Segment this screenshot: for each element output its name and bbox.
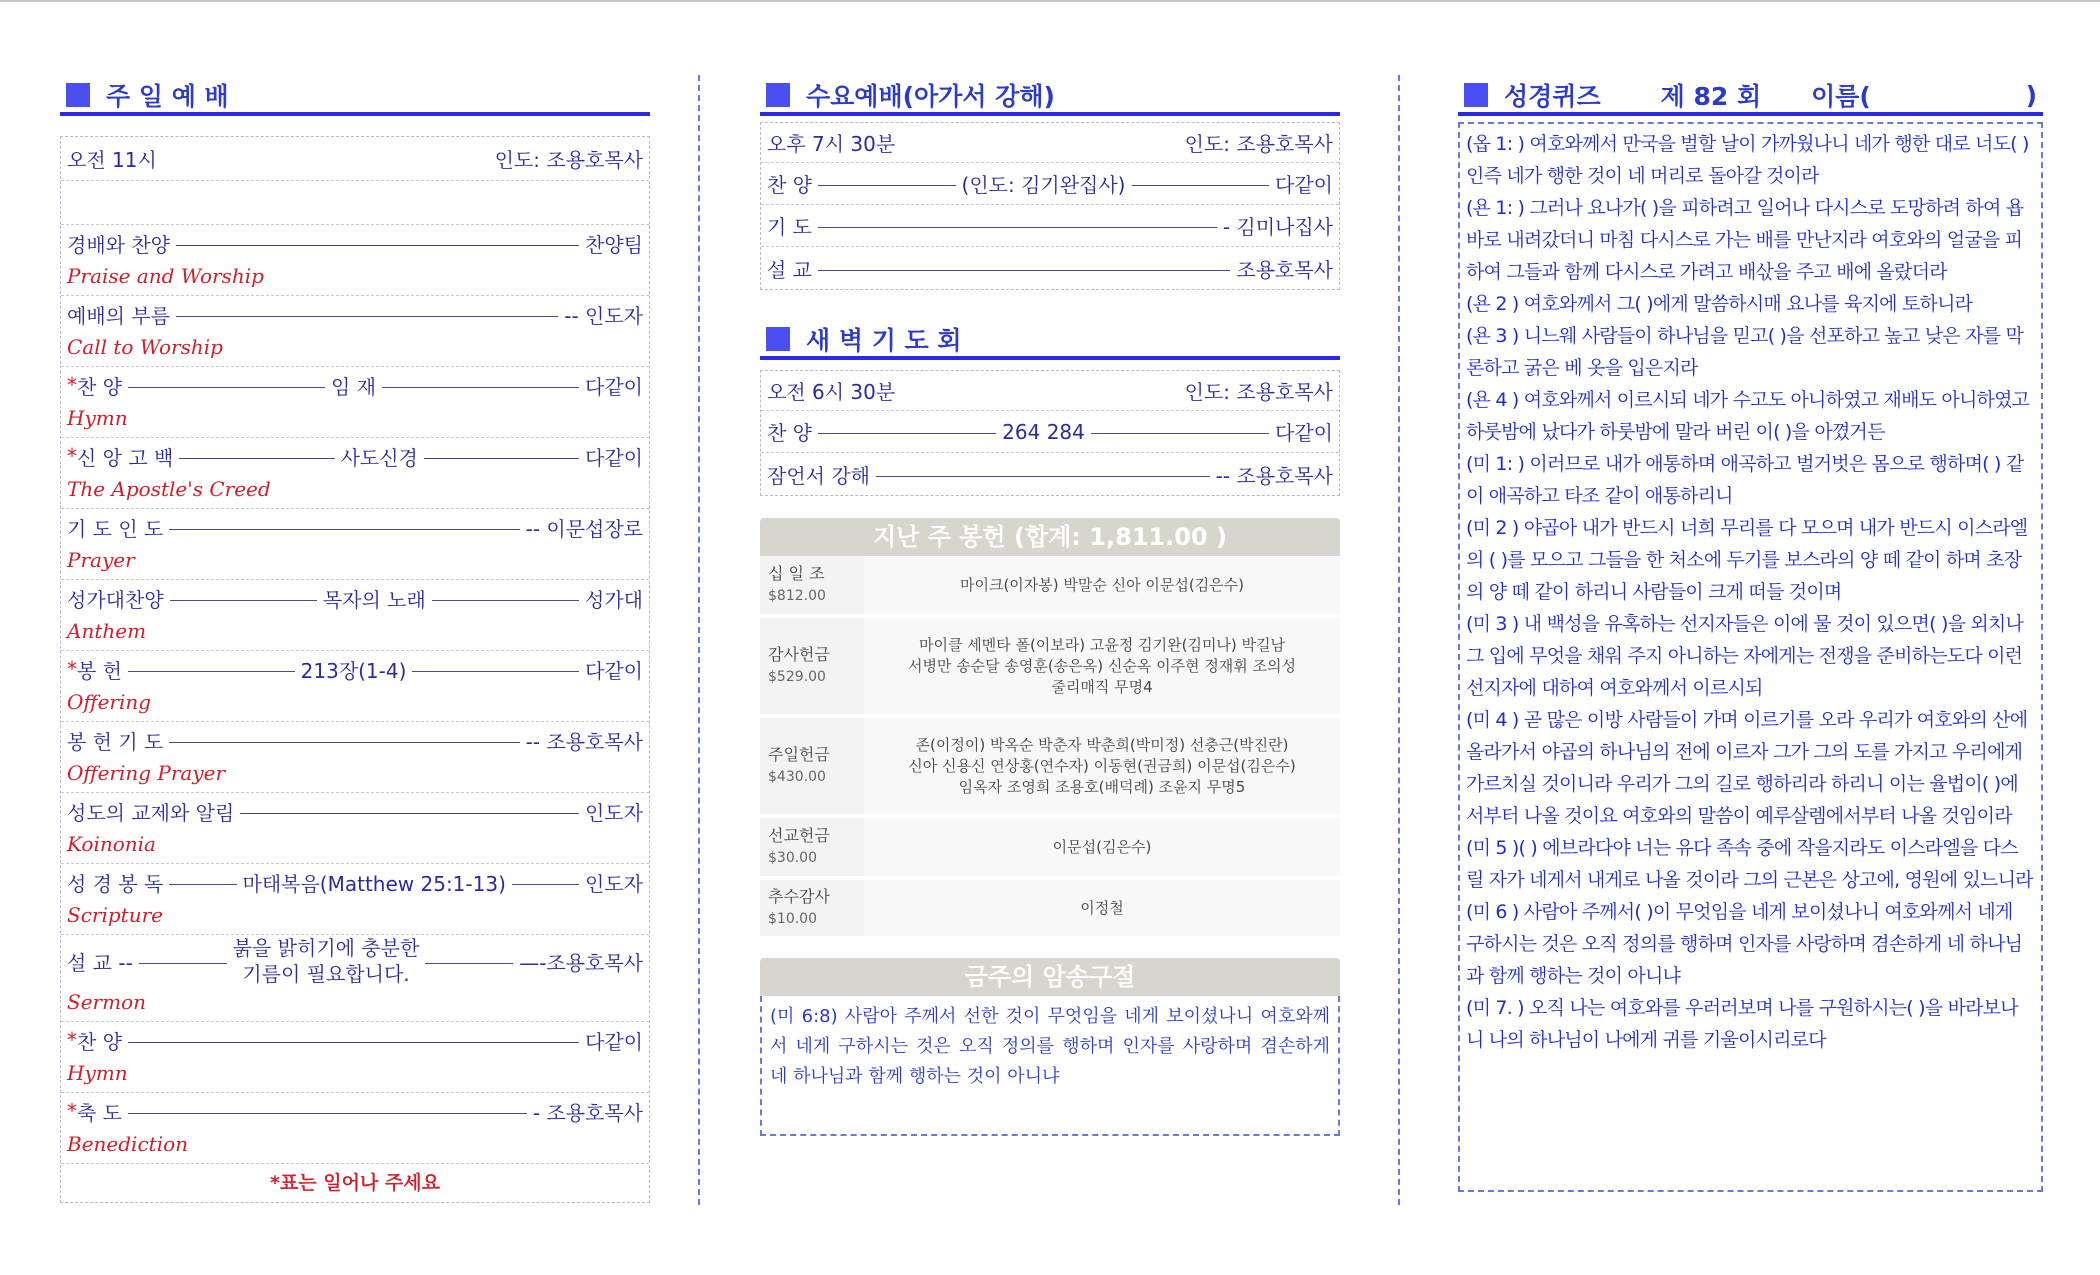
- wednesday-header: [760, 80, 1340, 116]
- dawn-box: [760, 370, 1340, 496]
- offering-amount: $10.00: [768, 911, 817, 927]
- offering-amount: $812.00: [768, 588, 826, 604]
- sunday-items-list: [61, 225, 649, 1164]
- english-label: Sermon: [67, 990, 146, 1014]
- quiz-box: [1458, 122, 2043, 1192]
- english-label: Praise and Worship: [67, 264, 264, 288]
- order-responsible: 다같이: [1275, 173, 1334, 197]
- wednesday-row: [761, 163, 1339, 205]
- sunday-worship-column: [60, 80, 650, 1203]
- order-detail: 264 284: [1002, 419, 1085, 444]
- worship-order-item: [61, 296, 649, 367]
- wednesday-title: 수요예배(아가서 강해): [806, 82, 1055, 111]
- english-label: Anthem: [67, 619, 147, 643]
- order-label: 찬 양: [77, 374, 122, 399]
- leader-line: [818, 433, 996, 434]
- order-responsible: -- 조용호목사: [1215, 463, 1333, 488]
- offering-names: 이정철: [864, 880, 1340, 940]
- order-detail: 임 재: [331, 374, 377, 399]
- stand-marker: *: [67, 657, 77, 681]
- column-divider: [1398, 75, 1400, 1205]
- leader-line: [818, 227, 1217, 228]
- order-responsible: -- 조용호목사: [525, 729, 643, 754]
- memory-verse-section: [760, 958, 1340, 1136]
- worship-order-item: [61, 793, 649, 864]
- dawn-time: 오전 6시 30분: [767, 380, 896, 404]
- offering-names: 존(이정이) 박옥순 박춘자 박춘희(박미정) 선충근(박진란) 신아 신용신 연상홍(연수자) 이동현(권금희) 이문섭(김은수) 임옥자 조영희 조용호(배덕례) 조윤지 무명5: [864, 718, 1340, 818]
- order-label: 경배와 찬양: [67, 232, 170, 257]
- leader-line: [412, 671, 579, 672]
- worship-order-row: [61, 225, 649, 261]
- worship-order-item: [61, 864, 649, 935]
- sunday-title: 주 일 예 배: [106, 82, 229, 111]
- worship-order-item: [61, 225, 649, 296]
- offering-row: [760, 556, 1340, 618]
- sunday-header: [60, 80, 650, 116]
- leader-line: [432, 600, 579, 601]
- leader-line: [818, 270, 1230, 271]
- order-responsible: 성가대: [585, 587, 644, 612]
- dawn-title: 새 벽 기 도 회: [806, 326, 962, 355]
- order-detail: 목자의 노래: [322, 587, 426, 612]
- square-bullet-icon: [1464, 83, 1488, 107]
- sunday-order-box: [60, 136, 650, 1203]
- worship-order-item: [61, 1093, 649, 1164]
- worship-order-row: [61, 367, 649, 403]
- order-responsible: 인도자: [585, 800, 643, 825]
- offering-row: [760, 880, 1340, 940]
- order-responsible: —-조용호목사: [519, 950, 644, 975]
- quiz-question: (미 7. ) 오직 나는 여호와를 우러러보며 나를 구원하시는( )을 바라보나니 나의 하나님이 나에게 귀를 기울이시리로다: [1466, 997, 2018, 1051]
- sunday-time: 오전 11시: [67, 148, 157, 172]
- english-label: The Apostle's Creed: [67, 477, 271, 501]
- leader-line: [176, 245, 579, 246]
- wednesday-time: 오후 7시 30분: [767, 132, 896, 156]
- worship-order-row: [61, 722, 649, 758]
- wednesday-box: [760, 122, 1340, 290]
- english-label: Offering Prayer: [67, 761, 226, 785]
- offering-row: [760, 618, 1340, 718]
- quiz-question: (옵 1: ) 여호와께서 만국을 벌할 날이 가까웠나니 네가 행한 대로 너도( ) 인즉 네가 행한 것이 네 머리로 돌아갈 것이라: [1466, 133, 2029, 187]
- memory-verse-text: (미 6:8) 사람아 주께서 선한 것이 무엇임을 네게 보이셨나니 여호와께서 네게 구하시는 것은 오직 정의를 행하며 인자를 사랑하며 겸손하게 네 하나님과 함께 행하는 것이 아니냐: [760, 996, 1340, 1136]
- square-bullet-icon: [766, 327, 790, 351]
- quiz-question: (욘 1: ) 그러나 요나가( )을 피하려고 일어나 다시스로 도망하려 하여 욥바로 내려갔더니 마침 다시스로 가는 배를 만난지라 여호와의 얼굴을 피하여 그들과 함께 다시스로 가려고 배삯을 주고 배에 올랐더라: [1466, 197, 2024, 283]
- quiz-question: (미 6 ) 사람아 주께서( )이 무엇임을 네게 보이셨나니 여호와께서 네게 구하시는 것은 오직 정의를 행하며 인자를 사랑하며 겸손하게 네 하나님과 함께 행하는 것이 아니냐: [1466, 901, 2023, 987]
- wednesday-time-row: [761, 123, 1339, 163]
- order-responsible: 찬양팀: [585, 232, 643, 257]
- worship-order-item: [61, 438, 649, 509]
- order-responsible: 다같이: [585, 445, 644, 470]
- order-label: 성가대찬양: [67, 587, 164, 612]
- leader-line: [425, 963, 513, 964]
- stand-marker: *: [67, 373, 77, 397]
- worship-order-item: [61, 367, 649, 438]
- dawn-row: [761, 453, 1339, 495]
- worship-order-row: [61, 793, 649, 829]
- quiz-question: (미 4 ) 곧 많은 이방 사람들이 가며 이르기를 오라 우리가 여호와의 산에 올라가서 야곱의 하나님의 전에 이르자 그가 그의 도를 가지고 우리에게 가르치실 것이니라 우리가 그의 길로 행하리라 하리니 이는 율법이( )에서부터 나올 것이요 여호와의 말씀이 예루살렘에서부터 나올 것임이라: [1466, 709, 2028, 827]
- order-label: 찬 양: [767, 421, 812, 445]
- worship-order-item: [61, 509, 649, 580]
- worship-order-item: [61, 580, 649, 651]
- offering-amount: $529.00: [768, 669, 826, 685]
- worship-order-row: [61, 580, 649, 616]
- leader-line: [240, 813, 579, 814]
- standing-note: *표는 일어나 주세요: [270, 1172, 440, 1194]
- bible-quiz-column: [1458, 80, 2043, 1192]
- quiz-question: (욘 4 ) 여호와께서 이르시되 네가 수고도 아니하였고 재배도 아니하였고 하룻밤에 났다가 하룻밤에 말라 버린 이( )을 아꼈거든: [1466, 389, 2030, 443]
- english-label: Koinonia: [67, 832, 156, 856]
- dawn-header: [760, 324, 1340, 360]
- english-label: Scripture: [67, 903, 163, 927]
- offering-category: 십 일 조: [768, 564, 825, 583]
- quiz-question: (미 1: ) 이러므로 내가 애통하며 애곡하고 벌거벗은 몸으로 행하며( ) 같이 애곡하고 타조 같이 애통하리니: [1466, 453, 2024, 507]
- order-label: 설 교 --: [67, 950, 133, 975]
- offering-row: [760, 818, 1340, 880]
- order-detail: 마태복음(Matthew 25:1-13): [242, 871, 506, 896]
- quiz-title: 성경퀴즈: [1504, 82, 1601, 111]
- offering-title: 지난 주 봉헌 (합계: 1,811.00 ): [760, 518, 1340, 556]
- wednesday-leader: 인도: 조용호목사: [1184, 132, 1333, 156]
- worship-order-row: [61, 296, 649, 332]
- stand-marker: *: [67, 1028, 77, 1052]
- order-label: 기 도: [767, 215, 812, 239]
- order-label: 봉 헌 기 도: [67, 729, 164, 754]
- offering-table: [760, 556, 1340, 940]
- quiz-question: (욘 3 ) 니느웨 사람들이 하나님을 믿고( )을 선포하고 높고 낮은 자를 막론하고 굵은 베 옷을 입은지라: [1466, 325, 2024, 379]
- quiz-name-close: ): [2025, 80, 2037, 110]
- worship-order-row: [61, 438, 649, 474]
- leader-line: [1091, 433, 1269, 434]
- leader-line: [179, 458, 334, 459]
- order-label: 찬 양: [77, 1029, 122, 1054]
- leader-line: [139, 963, 227, 964]
- order-label: 잠언서 강해: [767, 463, 870, 488]
- order-responsible: 다같이: [1275, 421, 1333, 445]
- middle-column: [760, 80, 1340, 1136]
- worship-order-row: [61, 1022, 649, 1058]
- order-label: 봉 헌: [77, 658, 122, 683]
- leader-line: [512, 884, 579, 885]
- worship-order-item: [61, 651, 649, 722]
- leader-line: [169, 742, 519, 743]
- order-responsible: -- 이문섭장로: [525, 516, 643, 541]
- dawn-rows: [761, 411, 1339, 495]
- worship-order-row: [61, 509, 649, 545]
- english-label: Hymn: [67, 1061, 128, 1085]
- order-label: 찬 양: [767, 173, 812, 197]
- worship-order-row: [61, 935, 649, 987]
- offering-names: 마이클 세멘타 폴(이보라) 고윤정 김기완(김미나) 박길남 서병만 송순달 송영훈(송은옥) 신순옥 이주현 정재휘 조의성 줄리매직 무명4: [864, 618, 1340, 718]
- wednesday-rows: [761, 163, 1339, 289]
- offering-names: 마이크(이자봉) 박말순 신아 이문섭(김은수): [864, 556, 1340, 618]
- dawn-leader: 인도: 조용호목사: [1184, 380, 1333, 404]
- english-label: Benediction: [67, 1132, 189, 1156]
- offering-section: [760, 518, 1340, 940]
- wednesday-row: [761, 247, 1339, 289]
- order-responsible: 다같이: [585, 374, 643, 399]
- stand-marker: *: [67, 1099, 77, 1123]
- worship-order-row: [61, 1093, 649, 1129]
- leader-line: [424, 458, 579, 459]
- leader-line: [382, 387, 579, 388]
- offering-category: 감사헌금: [768, 645, 830, 664]
- dawn-time-row: [761, 371, 1339, 411]
- worship-order-item: [61, 935, 649, 1022]
- square-bullet-icon: [66, 83, 90, 107]
- dawn-row: [761, 411, 1339, 453]
- offering-category: 주일헌금: [768, 745, 830, 764]
- quiz-round: 제 82 회: [1660, 82, 1762, 111]
- offering-amount: $30.00: [768, 850, 817, 866]
- blank-row: [61, 181, 649, 225]
- english-label: Call to Worship: [67, 335, 223, 359]
- order-responsible: 인도자: [585, 871, 643, 896]
- sunday-time-row: [61, 137, 649, 181]
- leader-line: [1132, 185, 1270, 186]
- order-label: 설 교: [767, 257, 812, 282]
- leader-line: [176, 316, 558, 317]
- offering-category: 추수감사: [768, 887, 830, 906]
- worship-order-row: [61, 864, 649, 900]
- leader-line: [128, 671, 295, 672]
- order-detail: (인도: 김기완집사): [961, 173, 1126, 197]
- quiz-header: [1458, 80, 2043, 116]
- leader-line: [170, 600, 317, 601]
- order-responsible: -- 인도자: [564, 303, 643, 328]
- memory-verse-title: 금주의 암송구절: [760, 958, 1340, 996]
- quiz-question: (미 5 )( ) 에브라다야 너는 유다 족속 중에 작을지라도 이스라엘을 다스릴 자가 네게서 내게로 나올 것이라 그의 근본은 상고에, 영원에 있느니라: [1466, 837, 2033, 891]
- leader-line: [128, 1113, 527, 1114]
- leader-line: [169, 884, 236, 885]
- english-label: Hymn: [67, 406, 128, 430]
- order-responsible: - 조용호목사: [532, 1100, 643, 1125]
- offering-names: 이문섭(김은수): [864, 818, 1340, 880]
- quiz-question: (미 2 ) 야곱아 내가 반드시 너희 무리를 다 모으며 내가 반드시 이스라엘의 ( )를 모으고 그들을 한 처소에 두기를 보스라의 양 떼 같이 하며 초장의 양 떼 같이 하리니 사람들이 크게 떠들 것이며: [1466, 517, 2028, 603]
- wednesday-row: [761, 205, 1339, 247]
- english-label: Offering: [67, 690, 152, 714]
- order-detail: 붉을 밝히기에 충분한 기름이 필요합니다.: [232, 936, 420, 986]
- stand-marker: *: [67, 444, 77, 468]
- order-label: 신 앙 고 백: [77, 445, 174, 470]
- order-label: 기 도 인 도: [67, 516, 164, 541]
- order-label: 성도의 교제와 알림: [67, 800, 235, 825]
- worship-order-row: [61, 651, 649, 687]
- square-bullet-icon: [766, 83, 790, 107]
- quiz-name-label: 이름(: [1811, 82, 1871, 111]
- order-responsible: 조용호목사: [1236, 257, 1333, 282]
- order-label: 예배의 부름: [67, 303, 170, 328]
- order-detail: 213장(1-4): [300, 658, 407, 683]
- order-label: 성 경 봉 독: [67, 871, 164, 896]
- top-border: [0, 0, 2100, 2]
- leader-line: [818, 185, 956, 186]
- order-responsible: 다같이: [585, 658, 644, 683]
- order-responsible: - 김미나집사: [1222, 215, 1333, 239]
- leader-line: [128, 387, 325, 388]
- order-responsible: 다같이: [585, 1029, 643, 1054]
- offering-amount: $430.00: [768, 769, 826, 785]
- leader-line: [169, 529, 519, 530]
- leader-line: [876, 476, 1210, 477]
- offering-category: 선교헌금: [768, 826, 830, 845]
- quiz-question: (미 3 ) 내 백성을 유혹하는 선지자들은 이에 물 것이 있으면( )을 외치나 그 입에 무엇을 채워 주지 아니하는 자에게는 전쟁을 준비하는도다 이런 선지자에 대하여 여호와께서 이르시되: [1466, 613, 2024, 699]
- worship-order-item: [61, 1022, 649, 1093]
- sunday-leader: 인도: 조용호목사: [494, 148, 643, 172]
- quiz-question: (욘 2 ) 여호와께서 그( )에게 말씀하시매 요나를 육지에 토하니라: [1466, 293, 1973, 315]
- order-detail: 사도신경: [340, 445, 418, 470]
- worship-order-item: [61, 722, 649, 793]
- order-label: 축 도: [77, 1100, 122, 1125]
- column-divider: [698, 75, 700, 1205]
- offering-row: [760, 718, 1340, 818]
- english-label: Prayer: [67, 548, 135, 572]
- quiz-items: [1466, 128, 2035, 1056]
- leader-line: [128, 1042, 579, 1043]
